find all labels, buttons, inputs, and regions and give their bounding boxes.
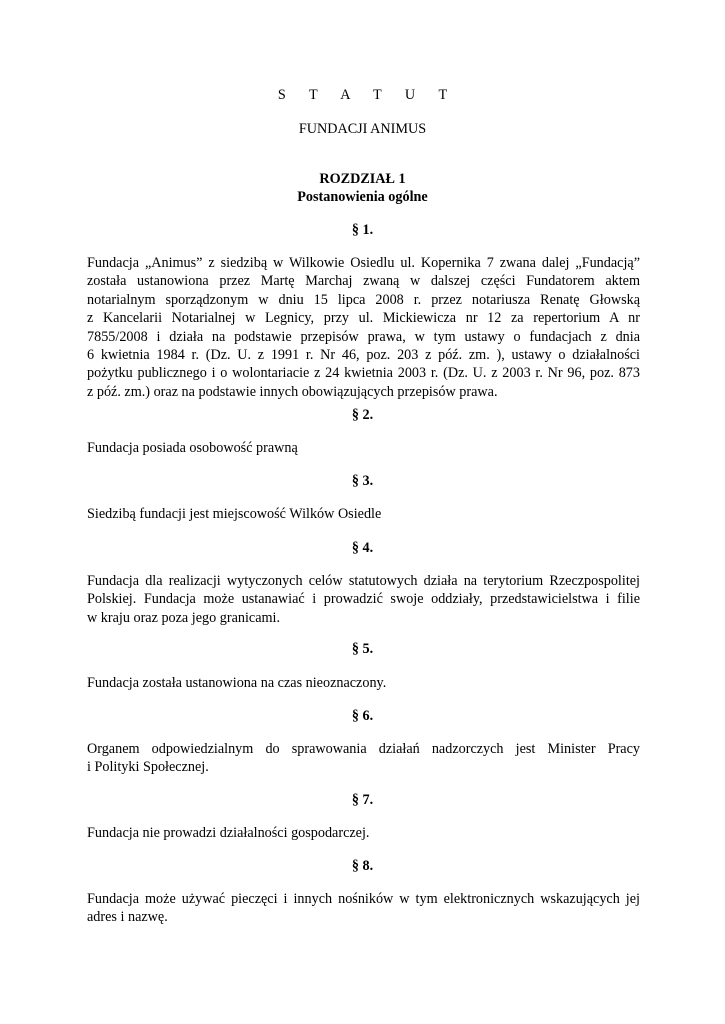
paragraph-line: i Polityki Społecznej. xyxy=(87,759,209,776)
section-mark: § 2. xyxy=(351,407,374,423)
paragraph-line: adres i nazwę. xyxy=(87,909,168,926)
section-paragraph xyxy=(87,890,640,927)
paragraph-line: z póź. zm.) oraz na podstawie innych obowiązujących przepisów prawa. xyxy=(87,383,498,400)
paragraph-line: została ustanowiona przez Martę Marchaj zwaną w dalszej części Fundatorem aktem xyxy=(87,273,640,290)
section-paragraph xyxy=(87,254,640,401)
paragraph-line: Siedzibą fundacji jest miejscowość Wilków Osiedle xyxy=(87,506,382,522)
section-paragraph xyxy=(87,674,640,692)
paragraph-line: Fundacja posiada osobowość prawną xyxy=(87,440,298,456)
section-mark: § 1. xyxy=(351,222,374,238)
section-paragraph xyxy=(87,505,640,523)
paragraph-line: notarialnym sporządzonym w dniu 15 lipca 2008 r. przez notariusza Renatę Głowską xyxy=(87,291,640,308)
section-mark: § 6. xyxy=(351,708,374,724)
section-paragraph xyxy=(87,824,640,842)
chapter-heading: ROZDZIAŁ 1 xyxy=(319,171,406,187)
paragraph-line: 6 kwietnia 1984 r. (Dz. U. z 1991 r. Nr 46, poz. 203 z póź. zm. ), ustawy o działalności xyxy=(87,347,640,364)
paragraph-line: Fundacja „Animus” z siedzibą w Wilkowie Osiedlu ul. Kopernika 7 zwana dalej „Fundacją” xyxy=(87,255,640,271)
section-paragraph xyxy=(87,740,640,777)
section-mark: § 4. xyxy=(351,540,374,556)
document-title: S T A T U T xyxy=(277,87,458,103)
paragraph-line: w kraju oraz poza jego granicami. xyxy=(87,609,281,626)
section-mark: § 8. xyxy=(351,858,374,874)
chapter-subheading: Postanowienia ogólne xyxy=(297,189,428,205)
paragraph-line: Polskiej. Fundacja może ustanawiać i prowadzić swoje oddziały, przedstawicielstwa i filie xyxy=(87,591,640,608)
paragraph-line: Fundacja została ustanowiona na czas nieoznaczony. xyxy=(87,675,387,691)
section-mark: § 3. xyxy=(351,473,374,489)
section-mark: § 5. xyxy=(351,641,374,657)
paragraph-line: 7855/2008 i działa na podstawie przepisów prawa, w tym ustawy o fundacjach z dnia xyxy=(87,328,640,345)
section-paragraph xyxy=(87,572,640,627)
paragraph-line: pożytku publicznego i o wolontariacie z 24 kwietnia 2003 r. (Dz. U. z 2003 r. Nr 96, poz. 873 xyxy=(87,365,640,382)
section-mark: § 7. xyxy=(351,792,374,808)
document-subtitle: FUNDACJI ANIMUS xyxy=(298,121,427,137)
paragraph-line: Fundacja może używać pieczęci i innych nośników w tym elektronicznych wskazujących jej xyxy=(87,891,640,907)
paragraph-line: Fundacja nie prowadzi działalności gospodarczej. xyxy=(87,825,370,841)
paragraph-line: z Kancelarii Notarialnej w Legnicy, przy ul. Mickiewicza nr 12 za repertorium A nr xyxy=(87,310,640,327)
paragraph-line: Fundacja dla realizacji wytyczonych celów statutowych działa na terytorium Rzeczpospolitej xyxy=(87,573,640,589)
paragraph-line: Organem odpowiedzialnym do sprawowania działań nadzorczych jest Minister Pracy xyxy=(87,741,640,757)
section-paragraph xyxy=(87,439,640,457)
